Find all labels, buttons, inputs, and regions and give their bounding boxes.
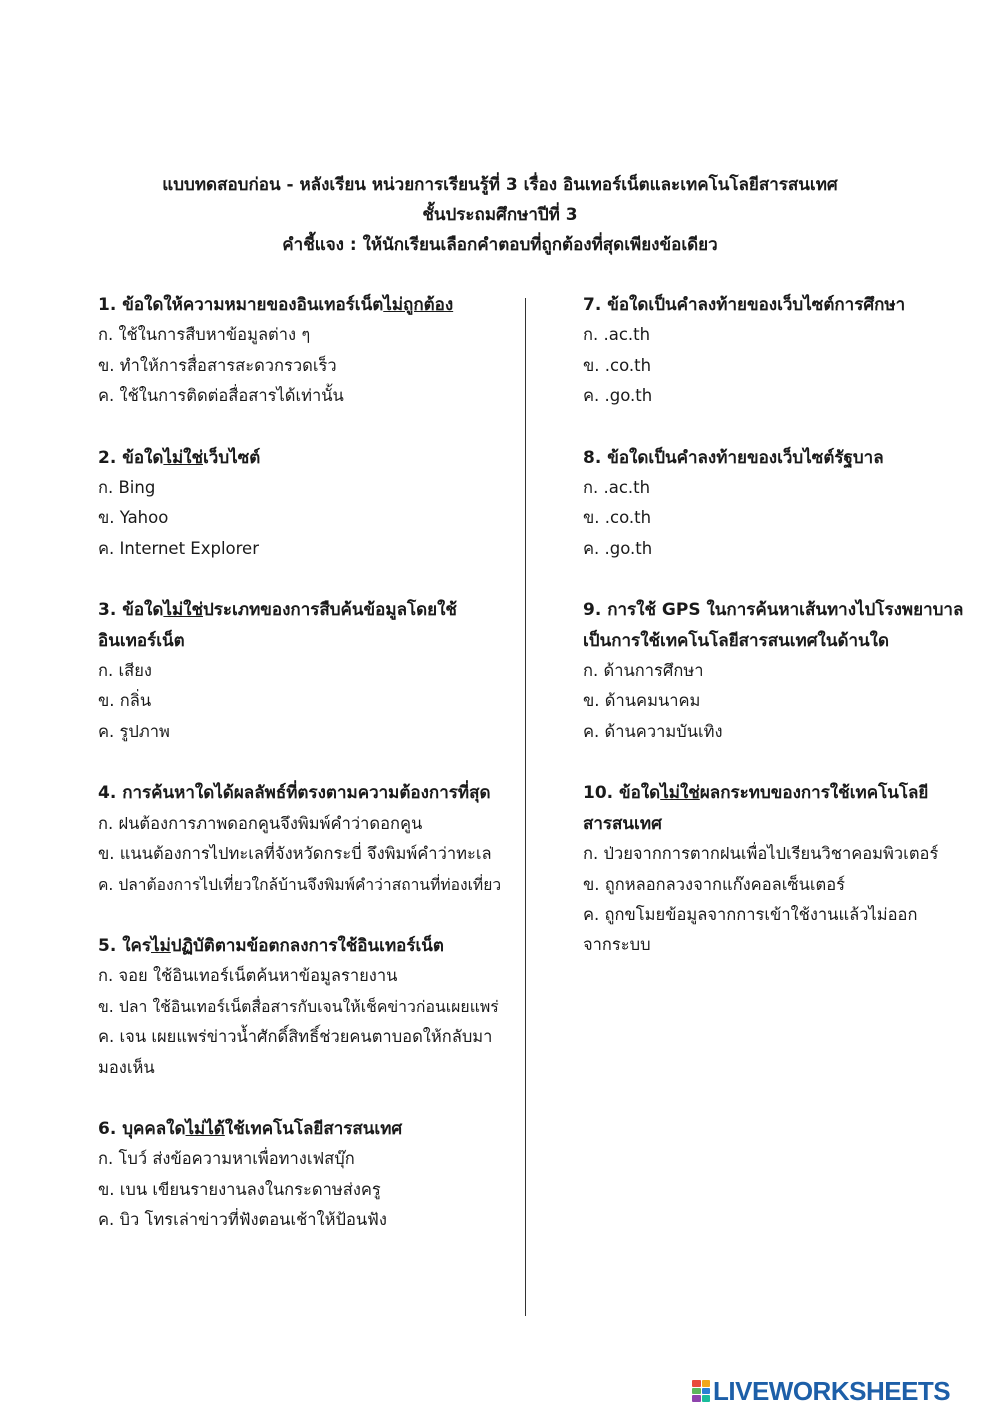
option-c: ค. รูปภาพ [98, 721, 170, 741]
question-2 [98, 443, 523, 565]
question-10 [583, 778, 983, 960]
left-column [98, 290, 523, 1267]
question-text: 5. ใครไม่ปฏิบัติตามข้อตกลงการใช้อินเทอร์เน็ต [98, 935, 444, 956]
option-b: ข. .co.th [583, 355, 652, 375]
question-text: 4. การค้นหาใดได้ผลลัพธ์ที่ตรงตามความต้องการที่สุด [98, 783, 491, 804]
question-text: 9. การใช้ GPS ในการค้นหาเส้นทางไปโรงพยาบาล เป็นการใช้เทคโนโลยีสารสนเทศในด้านใด [583, 600, 964, 651]
option-c: ค. ปลาต้องการไปเที่ยวใกล้บ้านจึงพิมพ์คำว่าสถานที่ท่องเที่ยว [98, 875, 502, 894]
option-a: ก. โบว์ ส่งข้อความหาเพื่อทางเฟสบุ๊ก [98, 1149, 355, 1169]
question-text: 10. ข้อใดไม่ใช่ผลกระทบของการใช้เทคโนโลยี สารสนเทศ [583, 783, 929, 834]
logo-text: LIVEWORKSHEETS [713, 1375, 951, 1406]
question-6 [98, 1114, 523, 1236]
option-c: ค. ถูกขโมยข้อมูลจากการเข้าใช้งานแล้วไม่ออกจากระบบ [583, 904, 918, 955]
question-9 [583, 595, 983, 747]
option-b: ข. ปลา ใช้อินเทอร์เน็ตสื่อสารกับเจนให้เช็คข่าวก่อนเผยแพร่ [98, 996, 499, 1016]
option-a: ก. ฝนต้องการภาพดอกคูนจึงพิมพ์คำว่าดอกคูน [98, 813, 423, 833]
worksheet-header [0, 170, 1000, 260]
option-c: ค. ใช้ในการติดต่อสื่อสารได้เท่านั้น [98, 386, 344, 406]
question-1 [98, 290, 523, 412]
column-divider [525, 298, 526, 1316]
option-b: ข. Yahoo [98, 508, 169, 528]
option-b: ข. แนนต้องการไปทะเลที่จังหวัดกระบี่ จึงพิมพ์คำว่าทะเล [98, 844, 492, 864]
option-a: ก. เสียง [98, 661, 152, 681]
worksheet-title: แบบทดสอบก่อน - หลังเรียน หน่วยการเรียนรู้ที่ 3 เรื่อง อินเทอร์เน็ตและเทคโนโลยีสารสนเทศ [162, 175, 838, 195]
option-b: ข. กลิ่น [98, 691, 152, 711]
liveworksheets-logo[interactable] [692, 1376, 950, 1406]
question-5 [98, 931, 523, 1083]
option-a: ก. ด้านการศึกษา [583, 661, 704, 681]
option-a: ก. .ac.th [583, 478, 651, 498]
option-c: ค. Internet Explorer [98, 538, 259, 558]
question-text: 6. บุคคลใดไม่ได้ใช้เทคโนโลยีสารสนเทศ [98, 1118, 403, 1139]
liveworksheets-logo-icon [692, 1380, 710, 1402]
option-a: ก. จอย ใช้อินเทอร์เน็ตค้นหาข้อมูลรายงาน [98, 966, 398, 986]
question-8 [583, 443, 983, 565]
question-text: 2. ข้อใดไม่ใช่เว็บไซต์ [98, 447, 261, 468]
option-b: ข. ด้านคมนาคม [583, 691, 701, 711]
question-7 [583, 290, 983, 412]
option-b: ข. เบน เขียนรายงานลงในกระดาษส่งครู [98, 1179, 381, 1199]
option-c: ค. ด้านความบันเทิง [583, 721, 723, 741]
option-b: ข. ทำให้การสื่อสารสะดวกรวดเร็ว [98, 355, 337, 375]
instructions: คำชี้แจง : ให้นักเรียนเลือกคำตอบที่ถูกต้องที่สุดเพียงข้อเดียว [282, 235, 718, 255]
question-text: 3. ข้อใดไม่ใช่ประเภทของการสืบค้นข้อมูลโดยใช้ อินเทอร์เน็ต [98, 600, 457, 651]
right-column [583, 290, 983, 992]
question-text: 7. ข้อใดเป็นคำลงท้ายของเว็บไซต์การศึกษา [583, 295, 906, 315]
option-b: ข. ถูกหลอกลวงจากแก๊งคอลเซ็นเตอร์ [583, 874, 845, 894]
option-a: ก. .ac.th [583, 325, 651, 345]
question-text: 1. ข้อใดให้ความหมายของอินเทอร์เน็ตไม่ถูกต้อง [98, 295, 454, 315]
option-c: ค. บิว โทรเล่าข่าวที่ฟังตอนเช้าให้ป้อนฟัง [98, 1210, 387, 1230]
option-c: ค. .go.th [583, 386, 653, 406]
option-a: ก. Bing [98, 478, 156, 498]
grade-level: ชั้นประถมศึกษาปีที่ 3 [422, 205, 578, 225]
question-4 [98, 778, 523, 900]
question-text: 8. ข้อใดเป็นคำลงท้ายของเว็บไซต์รัฐบาล [583, 447, 884, 468]
question-3 [98, 595, 523, 747]
option-b: ข. .co.th [583, 508, 652, 528]
option-a: ก. ป่วยจากการตากฝนเพื่อไปเรียนวิชาคอมพิวเตอร์ [583, 844, 939, 864]
option-c: ค. .go.th [583, 538, 653, 558]
option-c: ค. เจน เผยแพร่ข่าวน้ำศักดิ์สิทธิ์ช่วยคนตาบอดให้กลับมามองเห็น [98, 1027, 493, 1077]
option-a: ก. ใช้ในการสืบหาข้อมูลต่าง ๆ [98, 325, 311, 345]
